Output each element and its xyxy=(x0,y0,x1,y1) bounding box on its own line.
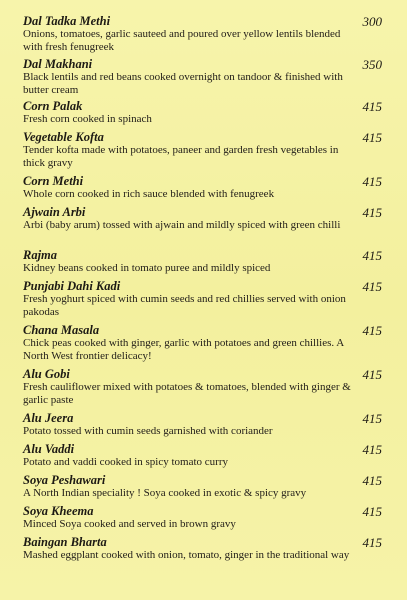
item-name: Alu Vaddi xyxy=(23,442,75,456)
item-price: 415 xyxy=(362,367,382,382)
menu-item-soya-peshawari xyxy=(23,473,382,504)
item-description: A North Indian speciality ! Soya cooked in exotic & spicy gravy xyxy=(23,487,307,499)
item-price: 415 xyxy=(362,205,382,220)
item-name: Rajma xyxy=(23,248,58,262)
menu-item-dal-tadka-methi xyxy=(23,14,382,57)
menu-item-baingan-bharta xyxy=(23,535,382,579)
item-price: 300 xyxy=(362,14,382,29)
item-price: 350 xyxy=(362,57,382,72)
item-name: Vegetable Kofta xyxy=(23,130,104,144)
item-description: Potato tossed with cumin seeds garnished with coriander xyxy=(23,425,273,437)
item-price: 415 xyxy=(362,323,382,338)
item-description: Black lentils and red beans cooked overnight on tandoor & finished with butter cream xyxy=(23,71,343,96)
item-description: Mashed eggplant cooked with onion, tomato, ginger in the traditional way xyxy=(23,549,350,561)
item-price: 415 xyxy=(362,99,382,114)
menu-item-punjabi-dahi-kadi xyxy=(23,279,382,323)
item-description: Kidney beans cooked in tomato puree and mildly spiced xyxy=(23,262,271,274)
menu-item-ajwain-arbi xyxy=(23,205,382,248)
menu-item-alu-vaddi xyxy=(23,442,382,473)
menu-item-alu-jeera xyxy=(23,411,382,442)
item-name: Dal Tadka Methi xyxy=(23,14,111,28)
item-price: 415 xyxy=(362,279,382,294)
menu-item-corn-methi xyxy=(23,174,382,205)
item-name: Dal Makhani xyxy=(23,57,93,71)
item-price: 415 xyxy=(362,535,382,550)
item-price: 415 xyxy=(362,248,382,263)
item-name: Soya Kheema xyxy=(23,504,94,518)
item-price: 415 xyxy=(362,473,382,488)
item-description: Tender kofta made with potatoes, paneer and garden fresh vegetables in thick gravy xyxy=(23,144,339,169)
menu-item-dal-makhani xyxy=(23,57,382,99)
item-price: 415 xyxy=(362,504,382,519)
menu-item-alu-gobi xyxy=(23,367,382,411)
menu-item-corn-palak xyxy=(23,99,382,130)
item-name: Punjabi Dahi Kadi xyxy=(23,279,121,293)
menu-item-chana-masala xyxy=(23,323,382,367)
item-name: Chana Masala xyxy=(23,323,100,337)
item-description: Fresh corn cooked in spinach xyxy=(23,113,152,125)
item-price: 415 xyxy=(362,130,382,145)
item-description: Onions, tomatoes, garlic sauteed and poured over yellow lentils blended with fresh fenugreek xyxy=(23,28,341,53)
item-description: Minced Soya cooked and served in brown gravy xyxy=(23,518,236,530)
item-description: Chick peas cooked with ginger, garlic with potatoes and green chillies. A North West frontier delicacy! xyxy=(23,337,344,362)
menu-item-soya-kheema xyxy=(23,504,382,535)
item-price: 415 xyxy=(362,411,382,426)
menu-item-rajma xyxy=(23,248,382,279)
item-name: Alu Jeera xyxy=(23,411,74,425)
item-price: 415 xyxy=(362,174,382,189)
item-price: 415 xyxy=(362,442,382,457)
item-name: Alu Gobi xyxy=(23,367,70,381)
item-name: Soya Peshawari xyxy=(23,473,106,487)
item-name: Baingan Bharta xyxy=(23,535,107,549)
item-description: Fresh yoghurt spiced with cumin seeds and red chillies served with onion pakodas xyxy=(23,293,346,318)
item-name: Corn Palak xyxy=(23,99,83,113)
item-name: Ajwain Arbi xyxy=(23,205,86,219)
item-description: Fresh cauliflower mixed with potatoes & tomatoes, blended with ginger & garlic paste xyxy=(23,381,351,406)
item-name: Corn Methi xyxy=(23,174,84,188)
menu-item-vegetable-kofta xyxy=(23,130,382,174)
item-description: Potato and vaddi cooked in spicy tomato curry xyxy=(23,456,228,468)
item-description: Whole corn cooked in rich sauce blended with fenugreek xyxy=(23,188,275,200)
item-description: Arbi (baby arum) tossed with ajwain and mildly spiced with green chilli xyxy=(23,219,341,231)
